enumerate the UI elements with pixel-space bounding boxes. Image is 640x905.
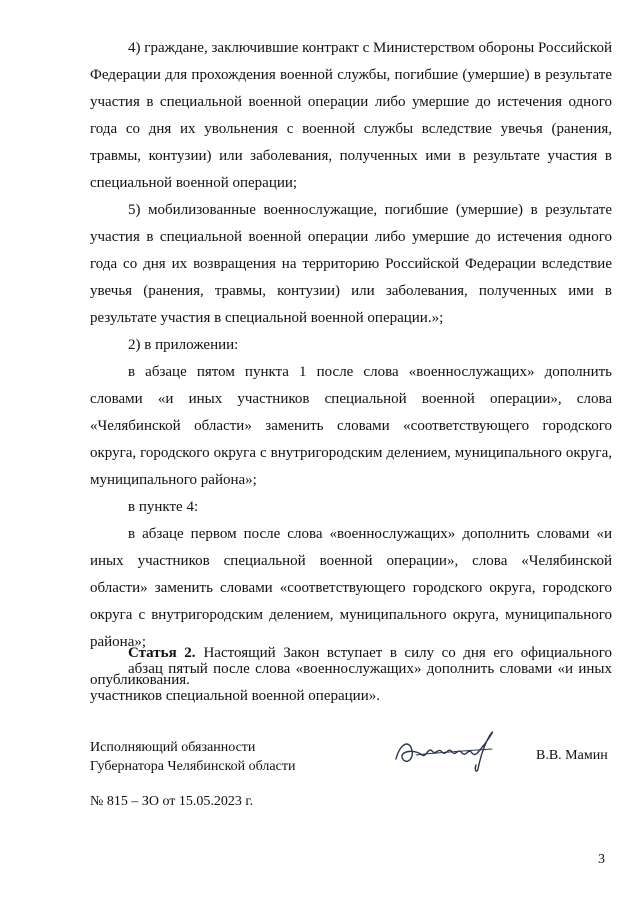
paragraph-item-4: 4) граждане, заключившие контракт с Министерством обороны Российской Федерации для прохождения военной службы, погибшие (умершие) в результате участия в специальной военной операции либо умершие до истечения одного года со дня их увольнения с военной службы вследствие увечья (ранения, травмы, контузии) или заболевания, полученных ими в результате участия в специальной военной операции; (90, 40, 612, 191)
paragraph-appendix: 2) в приложении: (128, 337, 239, 353)
paragraph-point-4-heading: в пункте 4: (128, 499, 199, 515)
article-2 (90, 640, 612, 694)
signer-name: В.В. Мамин (536, 748, 608, 763)
paragraph-point-1: в абзаце пятом пункта 1 после слова «военнослужащих» дополнить словами «и иных участников специальной военной операции», слова «Челябинской области» заменить словами «соответствующего городского округа, городского округа с внутригородским делением, муниципального округа, муниципального района»; (90, 364, 612, 488)
paragraph-item-5: 5) мобилизованные военнослужащие, погибшие (умершие) в результате участия в специальной военной операции либо умершие до истечения одного года со дня их возвращения на территорию Российской Федерации вследствие увечья (ранения, травмы, контузии) или заболевания, полученных ими в результате участия в специальной военной операции.»; (90, 202, 612, 326)
signer-title-line1: Исполняющий обязанности (90, 740, 256, 755)
body-text (90, 35, 612, 710)
paragraph-point-4-first: в абзаце первом после слова «военнослужащих» дополнить словами «и иных участников специальной военной операции», слова «Челябинской области» заменить словами «соответствующего городского округа, городского округа с внутригородским делением, муниципального округа, муниципального района»; (90, 526, 612, 650)
article-text: Настоящий Закон вступает в силу со дня его официального опубликования. (90, 645, 612, 688)
paragraph-point-4-fifth: абзац пятый после слова «военнослужащих» дополнить словами «и иных участников специальной военной операции». (90, 661, 612, 704)
article-label: Статья 2. (128, 645, 196, 661)
handwritten-signature (392, 725, 512, 775)
law-number: № 815 – ЗО от 15.05.2023 г. (90, 794, 254, 809)
signer-title (90, 738, 295, 776)
page-number: 3 (598, 852, 605, 867)
signer-title-line2: Губернатора Челябинской области (90, 759, 296, 774)
